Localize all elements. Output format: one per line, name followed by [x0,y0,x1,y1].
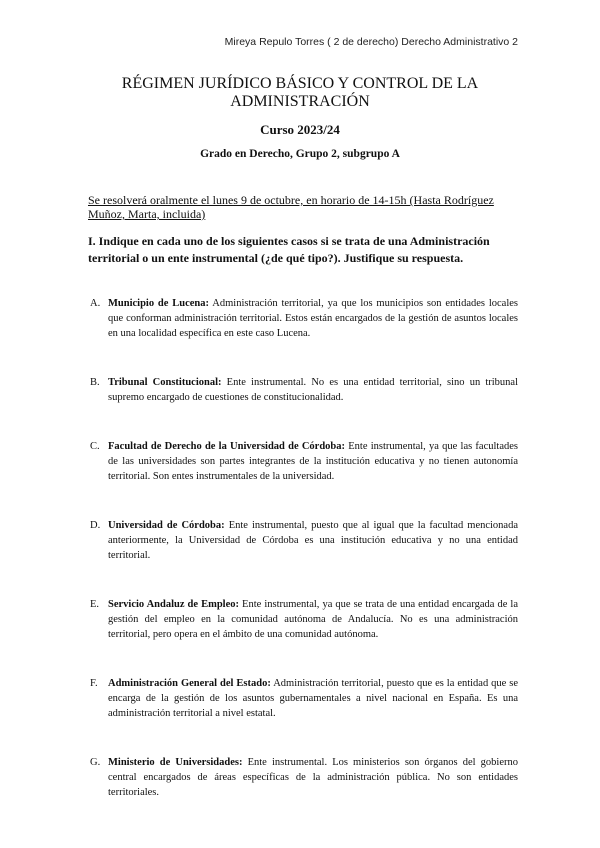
course-year: Curso 2023/24 [260,122,340,137]
group-info: Grado en Derecho, Grupo 2, subgrupo A [200,148,400,160]
item-term: Facultad de Derecho de la Universidad de Córdoba: [108,441,346,452]
item-term: Universidad de Córdoba: [108,520,225,531]
list-item [90,755,518,800]
question-statement: I. Indique en cada uno de los siguientes casos si se trata de una Administración territorial o un ente instrumental (¿de qué tipo?). Justifique su respuesta. [88,234,490,265]
item-letter: B. [90,377,100,388]
document-title: RÉGIMEN JURÍDICO BÁSICO Y CONTROL DE LA ADMINISTRACIÓN [121,75,479,110]
item-text: Administración territorial, ya que los municipios son entidades locales que conforman administración territorial. Estos están encargados de la gestión de asuntos locales en una localidad específica en este caso Lucena. [108,298,518,339]
item-letter: C. [90,441,100,452]
list-item [90,676,518,721]
item-text: Administración territorial, puesto que es la entidad que se encarga de la gestión de los asuntos gubernamentales a nivel nacional en España. Es una administración territorial a nivel estatal. [108,678,519,719]
item-term: Tribunal Constitucional: [108,377,222,388]
list-item [90,597,518,642]
item-letter: D. [90,520,101,531]
item-text: Ente instrumental, puesto que al igual que la facultad mencionada anteriormente, la Universidad de Córdoba es una institución educativa y no una entidad territorial. [108,520,519,561]
list-item [90,518,518,563]
item-letter: E. [90,599,100,610]
schedule-note: Se resolverá oralmente el lunes 9 de octubre, en horario de 14-15h (Hasta Rodríguez Muñoz, Marta, incluida) [88,193,494,221]
item-letter: G. [90,757,101,768]
item-term: Municipio de Lucena: [108,298,210,309]
item-text: Ente instrumental, ya que se trata de una entidad encargada de la gestión del empleo en la comunidad autónoma de Andalucía. No es una administración territorial, pero opera en el ámbito de una comunidad autónoma. [108,599,519,640]
answer-list [90,296,518,834]
item-text: Ente instrumental. Los ministerios son órganos del gobierno central encargados de áreas específicas de la administración pública. No son entidades territoriales. [108,757,518,798]
page-header: Mireya Repulo Torres ( 2 de derecho) Derecho Administrativo 2 [224,36,518,48]
item-term: Administración General del Estado: [108,678,271,689]
item-text: Ente instrumental, ya que las facultades de las universidades son partes integrantes de la institución educativa y no tienen autonomía territorial. Son entes instrumentales de la universidad. [108,441,518,482]
item-term: Ministerio de Universidades: [108,757,243,768]
item-letter: A. [90,298,101,309]
item-letter: F. [90,678,98,689]
list-item [90,375,518,405]
item-text: Ente instrumental. No es una entidad territorial, sino un tribunal supremo encargado de cuestiones de constitucionalidad. [108,377,519,403]
list-item [90,296,518,341]
list-item [90,439,518,484]
item-term: Servicio Andaluz de Empleo: [108,599,240,610]
